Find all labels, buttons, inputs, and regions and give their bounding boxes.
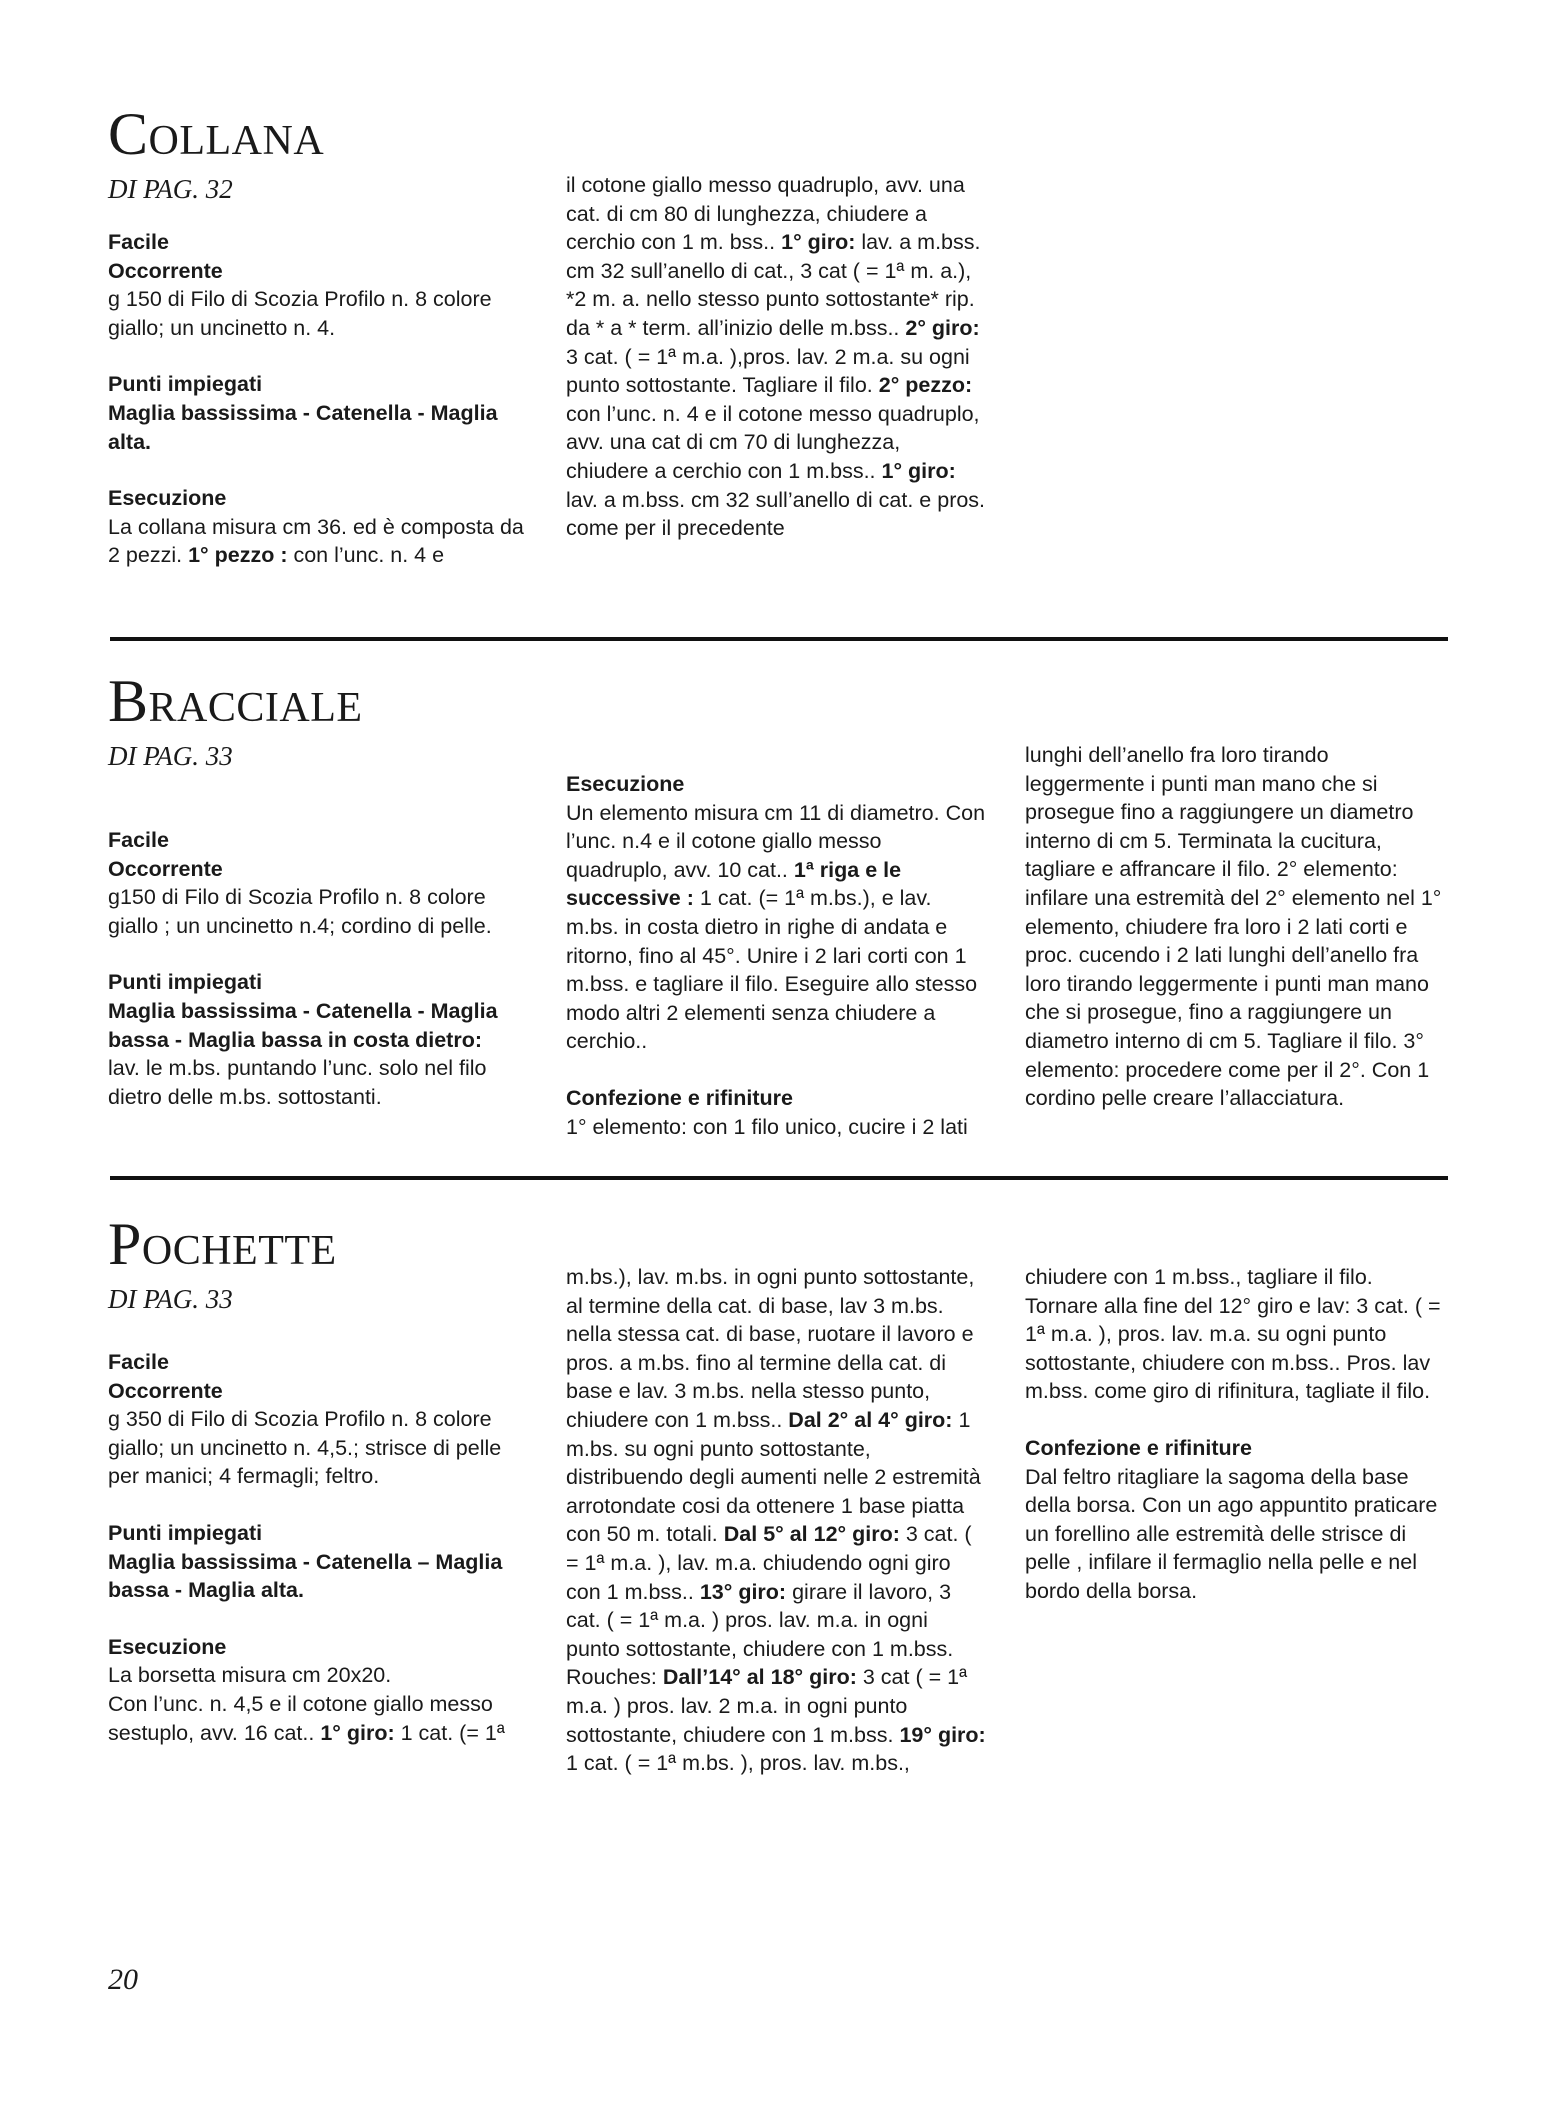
bracciale-title: BRACCIALE	[108, 668, 363, 734]
pochette-page-ref: DI PAG. 33	[108, 1284, 233, 1314]
bracciale-col-2	[566, 770, 986, 1141]
pochette-punti-text: Maglia bassissima - Catenella – Maglia bassa - Maglia alta.	[108, 1549, 503, 1603]
pochette-occ-text: g 350 di Filo di Scozia Profilo n. 8 colore giallo; un uncinetto n. 4,5.; strisce di pelle per manici; 4 fermagli; feltro.	[108, 1407, 502, 1489]
collana-punti-text: Maglia bassissima - Catenella - Maglia alta.	[108, 400, 498, 454]
collana-esec-head: Esecuzione	[108, 486, 227, 511]
pochette-instructions-continued: chiudere con 1 m.bss., tagliare il filo. Tornare alla fine del 12° giro e lav: 3 cat. ( = 1ª m.a. ), pros. lav. m.a. su ogni punto sottostante, chiudere con m.bss.. Pros. lav m.bss. come giro di rifinitura, tagliate il filo.	[1025, 1265, 1441, 1404]
collana-page-ref: DI PAG. 32	[108, 174, 233, 204]
pochette-esec-line-1: La borsetta misura cm 20x20.	[108, 1663, 392, 1688]
bracciale-col-1	[108, 826, 528, 1111]
collana-title: COLLANA	[108, 101, 325, 167]
pochette-esec-head: Esecuzione	[108, 1634, 227, 1659]
pochette-col-1	[108, 1348, 528, 1747]
bracciale-conf-head: Confezione e rifiniture	[566, 1085, 793, 1110]
bracciale-esec-text: Un elemento misura cm 11 di diametro. Con l’unc. n.4 e il cotone giallo messo quadruplo, avv. 10 cat.. 1ª riga e le successive : 1 cat. (= 1ª m.bs.), e lav. m.bs. in costa dietro in righe di andata e ritorno, fino al 45°. Unire i 2 lari corti con 1 m.bss. e tagliare il filo. Eseguire allo stesso modo altri 2 elementi senza chiudere a cerchio..	[566, 800, 986, 1054]
collana-heading	[108, 101, 528, 205]
bracciale-conf-continued: lunghi dell’anello fra loro tirando leggermente i punti man mano che si prosegue fino a raggiungere un diametro interno di cm 5. Terminata la cucitura, tagliare e affrancare il filo. 2° elemento: infilare una estremità del 2° elemento nel 1° elemento, chiudere fra loro i 2 lati corti e proc. cucendo i 2 lati lunghi dell’anello fra loro tirando leggermente i punti man mano che si prosegue, fino a raggiungere un diametro interno di cm 5. Tagliare il filo. 3° elemento: procedere come per il 2°. Con 1 cordino pelle creare l’allacciatura.	[1025, 743, 1442, 1111]
pochette-level: Facile	[108, 1350, 169, 1374]
collana-col-1	[108, 228, 528, 570]
pochette-col-2	[566, 1263, 986, 1778]
bracciale-esec-head: Esecuzione	[566, 772, 685, 796]
bracciale-occ-head: Occorrente	[108, 856, 223, 881]
pochette-esec-text: Con l’unc. n. 4,5 e il cotone giallo messo sestuplo, avv. 16 cat.. 1° giro: 1 cat. (= 1ª	[108, 1691, 505, 1745]
page-number: 20	[108, 1963, 138, 1996]
bracciale-conf-text: 1° elemento: con 1 filo unico, cucire i 2 lati	[566, 1114, 968, 1139]
pochette-col-3	[1025, 1263, 1445, 1606]
bracciale-heading	[108, 668, 528, 772]
pochette-conf-text: Dal feltro ritagliare la sagoma della base della borsa. Con un ago appuntito praticare un forellino alle estremità delle strisce di pelle , infilare il fermaglio nella pelle e nel bordo della borsa.	[1025, 1464, 1438, 1603]
pochette-occ-head: Occorrente	[108, 1378, 223, 1403]
collana-esec-text: La collana misura cm 36. ed è composta da 2 pezzi. 1° pezzo : con l’unc. n. 4 e	[108, 514, 524, 568]
bracciale-col-3	[1025, 741, 1445, 1113]
section-divider-2	[110, 1176, 1448, 1180]
section-divider-1	[110, 637, 1448, 641]
bracciale-occ-text: g150 di Filo di Scozia Profilo n. 8 colore giallo ; un uncinetto n.4; cordino di pelle.	[108, 885, 492, 938]
bracciale-page-ref: DI PAG. 33	[108, 741, 233, 771]
pochette-heading	[108, 1211, 528, 1315]
bracciale-punti-head: Punti impiegati	[108, 970, 263, 995]
collana-instructions: il cotone giallo messo quadruplo, avv. una cat. di cm 80 di lunghezza, chiudere a cerchio con 1 m. bss.. 1° giro: lav. a m.bss. cm 32 sull’anello di cat., 3 cat ( = 1ª m. a.), *2 m. a. nello stesso punto sottostante* rip. da * a * term. all’inizio delle m.bss.. 2° giro: 3 cat. ( = 1ª m.a. ),pros. lav. 2 m.a. su ogni punto sottostante. Tagliare il filo. 2° pezzo: con l’unc. n. 4 e il cotone messo quadruplo, avv. una cat di cm 70 di lunghezza, chiudere a cerchio con 1 m.bss.. 1° giro: lav. a m.bss. cm 32 sull’anello di cat. e pros. come per il precedente	[566, 173, 986, 541]
collana-occ-head: Occorrente	[108, 258, 223, 283]
pochette-conf-head: Confezione e rifiniture	[1025, 1435, 1252, 1460]
collana-level: Facile	[108, 230, 169, 254]
bracciale-level: Facile	[108, 828, 169, 852]
pochette-instructions: m.bs.), lav. m.bs. in ogni punto sottostante, al termine della cat. di base, lav 3 m.bs. nella stessa cat. di base, ruotare il lavoro e pros. a m.bs. fino al termine della cat. di base e lav. 3 m.bs. nella stesso punto, chiudere con 1 m.bss.. Dal 2° al 4° giro: 1 m.bs. su ogni punto sottostante, distribuendo degli aumenti nelle 2 estremità arrotondate cosi da ottenere 1 base piatta con 50 m. totali. Dal 5° al 12° giro: 3 cat. ( = 1ª m.a. ), lav. m.a. chiudendo ogni giro con 1 m.bss.. 13° giro: girare il lavoro, 3 cat. ( = 1ª m.a. ) pros. lav. m.a. in ogni punto sottostante, chiudere con 1 m.bss. Rouches: Dall’14° al 18° giro: 3 cat ( = 1ª m.a. ) pros. lav. 2 m.a. in ogni punto sottostante, chiudere con 1 m.bss. 19° giro: 1 cat. ( = 1ª m.bs. ), pros. lav. m.bs.,	[566, 1265, 986, 1776]
collana-col-2	[566, 171, 986, 543]
pochette-punti-head: Punti impiegati	[108, 1520, 263, 1545]
bracciale-punti-text: Maglia bassissima - Catenella - Maglia bassa - Maglia bassa in costa dietro:	[108, 998, 498, 1052]
bracciale-punti-more: lav. le m.bs. puntando l’unc. solo nel filo dietro delle m.bs. sottostanti.	[108, 1056, 487, 1109]
pochette-title: POCHETTE	[108, 1211, 337, 1277]
collana-punti-head: Punti impiegati	[108, 372, 263, 397]
collana-occ-text: g 150 di Filo di Scozia Profilo n. 8 colore giallo; un uncinetto n. 4.	[108, 287, 492, 340]
